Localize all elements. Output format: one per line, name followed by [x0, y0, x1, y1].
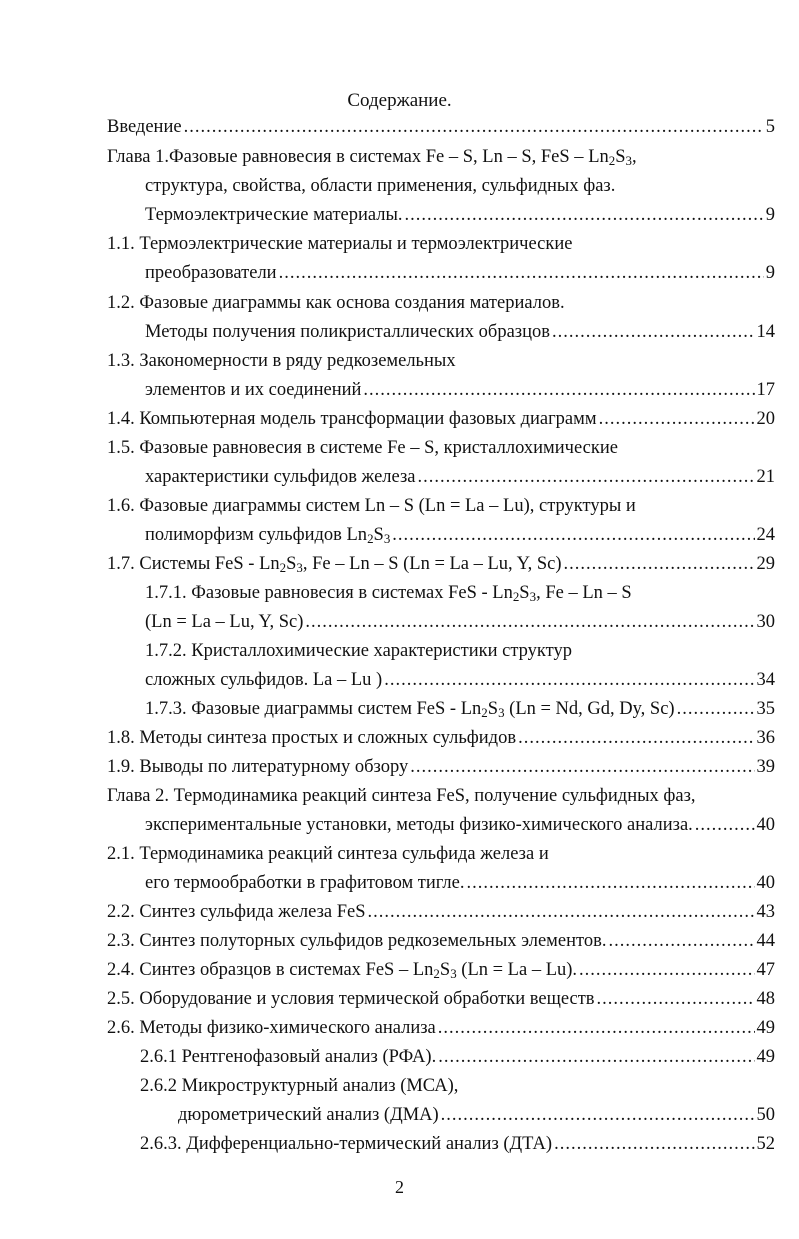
- toc-entry-text: 2.6.1 Рентгенофазовый анализ (РФА).: [140, 1047, 437, 1067]
- toc-entry-text: Глава 2. Термодинамика реакций синтеза FeS, получение сульфидных фаз,: [107, 786, 696, 806]
- toc-entry-text: полиморфизм сульфидов $Ln_2S_3$: [145, 525, 391, 547]
- toc-entry-text: Введение: [107, 117, 182, 137]
- toc-entry-text: элементов и их соединений: [145, 380, 362, 400]
- toc-entry-text: 1.7.2. Кристаллохимические характеристики структур: [145, 641, 572, 661]
- toc-entry-text: 1.6. Фазовые диаграммы систем Ln – S (Ln = La – Lu), структуры и: [107, 496, 636, 516]
- toc-entry-1-6: [145, 523, 775, 547]
- toc-page-number: 24: [756, 525, 775, 545]
- toc-entry-text: 2.6.2 Микроструктурный анализ (МСА),: [140, 1076, 459, 1096]
- toc-page-number: 30: [756, 612, 775, 632]
- toc-entry-chapter2: [145, 813, 775, 837]
- toc-entry-text: 1.9. Выводы по литературному обзору: [107, 757, 409, 777]
- toc-entry-1-2: [145, 320, 775, 344]
- toc-entry-text: 2.5. Оборудование и условия термической обработки веществ: [107, 989, 595, 1009]
- toc-entry-text: 1.2. Фазовые диаграммы как основа создания материалов.: [107, 293, 565, 313]
- toc-entry-2-6-1: [140, 1045, 775, 1069]
- toc-page-number: 44: [756, 931, 775, 951]
- toc-page-number: 35: [756, 699, 775, 719]
- toc-entry-1-3: [145, 378, 775, 402]
- toc-entry-text: преобразователи: [145, 263, 277, 283]
- toc-page-number: 49: [756, 1018, 775, 1038]
- toc-page-number: 9: [765, 263, 775, 283]
- toc-page-number: 47: [756, 960, 775, 980]
- toc-entry-text: 2.6.3. Дифференциально-термический анализ (ДТА): [140, 1134, 553, 1154]
- toc-entry-1-9: [107, 755, 775, 779]
- toc-entry-text: 1.3. Закономерности в ряду редкоземельных: [107, 351, 456, 371]
- toc-page-number: 52: [756, 1134, 775, 1154]
- toc-entry-1-5: [145, 465, 775, 489]
- toc-page-number: 40: [756, 873, 775, 893]
- toc-page-number: 43: [756, 902, 775, 922]
- toc-entry-text: его термообработки в графитовом тигле.: [145, 873, 465, 893]
- toc-page-number: 34: [756, 670, 775, 690]
- toc-page-number: 40: [756, 815, 775, 835]
- toc-entry-2-2: [107, 900, 775, 924]
- toc-page-number: 50: [756, 1105, 775, 1125]
- toc-entry-text: 1.8. Методы синтеза простых и сложных сульфидов: [107, 728, 517, 748]
- toc-entry-text: Глава 1.Фазовые равновесия в системах Fe – S, Ln – S, FeS – $Ln_2S_3$,: [107, 147, 637, 169]
- toc-entry-2-6: [107, 1016, 775, 1040]
- toc-page-number: 29: [756, 554, 775, 574]
- page-number: 2: [395, 1177, 404, 1197]
- page-title: Содержание.: [347, 90, 452, 111]
- toc-entry-2-1: [145, 871, 775, 895]
- toc-page-number: 21: [756, 467, 775, 487]
- toc-page-number: 5: [765, 117, 775, 137]
- toc-entry-text: 2.6. Методы физико-химического анализа: [107, 1018, 436, 1038]
- toc-entry-chapter1: [145, 203, 775, 227]
- toc-page-number: 48: [756, 989, 775, 1009]
- toc-entry-text: (Ln = La – Lu, Y, Sc): [145, 612, 304, 632]
- toc-entry-text: сложных сульфидов. La – Lu ): [145, 670, 383, 690]
- toc-entry-1-7-1: [145, 610, 775, 634]
- toc-entry-text: 2.1. Термодинамика реакций синтеза сульфида железа и: [107, 844, 549, 864]
- toc-entry-1-8: [107, 726, 775, 750]
- toc-page-number: 36: [756, 728, 775, 748]
- toc-entry-text: 2.2. Синтез сульфида железа FeS: [107, 902, 366, 922]
- toc-entry-text: Термоэлектрические материалы.: [145, 205, 403, 225]
- toc-entry-text: экспериментальные установки, методы физико-химического анализа.: [145, 815, 693, 835]
- toc-entry-text: 1.7.3. Фазовые диаграммы систем FeS - $Ln_2S_3$ (Ln = Nd, Gd, Dy, Sc): [145, 699, 675, 721]
- toc-entry-text: Методы получения поликристаллических образцов: [145, 322, 550, 342]
- toc-entry-text: дюрометрический анализ (ДМА): [178, 1105, 439, 1125]
- toc-entry-1-7-2: [145, 668, 775, 692]
- toc-page-number: 14: [756, 322, 775, 342]
- toc-entry-2-4: [107, 958, 775, 982]
- toc-entry-text: 1.7.1. Фазовые равновесия в системах FeS - $Ln_2S_3$, Fe – Ln – S: [145, 583, 632, 605]
- toc-entry-2-5: [107, 987, 775, 1011]
- toc-page-number: 9: [765, 205, 775, 225]
- toc-entry-1-7-3: [145, 697, 775, 721]
- toc-page-number: 20: [756, 409, 775, 429]
- toc-entry-text: 1.7. Системы FeS - $Ln_2S_3$, Fe – Ln – S (Ln = La – Lu, Y, Sc): [107, 554, 562, 576]
- toc-entry-text: характеристики сульфидов железа: [145, 467, 416, 487]
- toc-entry-2-6-3: [140, 1132, 775, 1156]
- toc-entry-2-3: [107, 929, 775, 953]
- toc-entry-1-7: [107, 552, 775, 576]
- toc-page-number: 49: [756, 1047, 775, 1067]
- toc-entry-text: 1.4. Компьютерная модель трансформации фазовых диаграмм: [107, 409, 597, 429]
- toc-entry-1-1: [145, 261, 775, 285]
- toc-entry-text: 1.1. Термоэлектрические материалы и термоэлектрические: [107, 234, 573, 254]
- toc-entry-intro: [107, 115, 775, 139]
- toc-entry-text: 2.4. Синтез образцов в системах FeS – $Ln_2S_3$ (Ln = La – Lu).: [107, 960, 578, 982]
- toc-entry-text: структура, свойства, области применения, сульфидных фаз.: [145, 176, 616, 196]
- toc-entry-2-6-2: [178, 1103, 775, 1127]
- toc-page-number: 39: [756, 757, 775, 777]
- toc-page-number: 17: [756, 380, 775, 400]
- toc-entry-text: 2.3. Синтез полуторных сульфидов редкоземельных элементов.: [107, 931, 607, 951]
- toc-entry-1-4: [107, 407, 775, 431]
- toc-entry-text: 1.5. Фазовые равновесия в системе Fe – S, кристаллохимические: [107, 438, 618, 458]
